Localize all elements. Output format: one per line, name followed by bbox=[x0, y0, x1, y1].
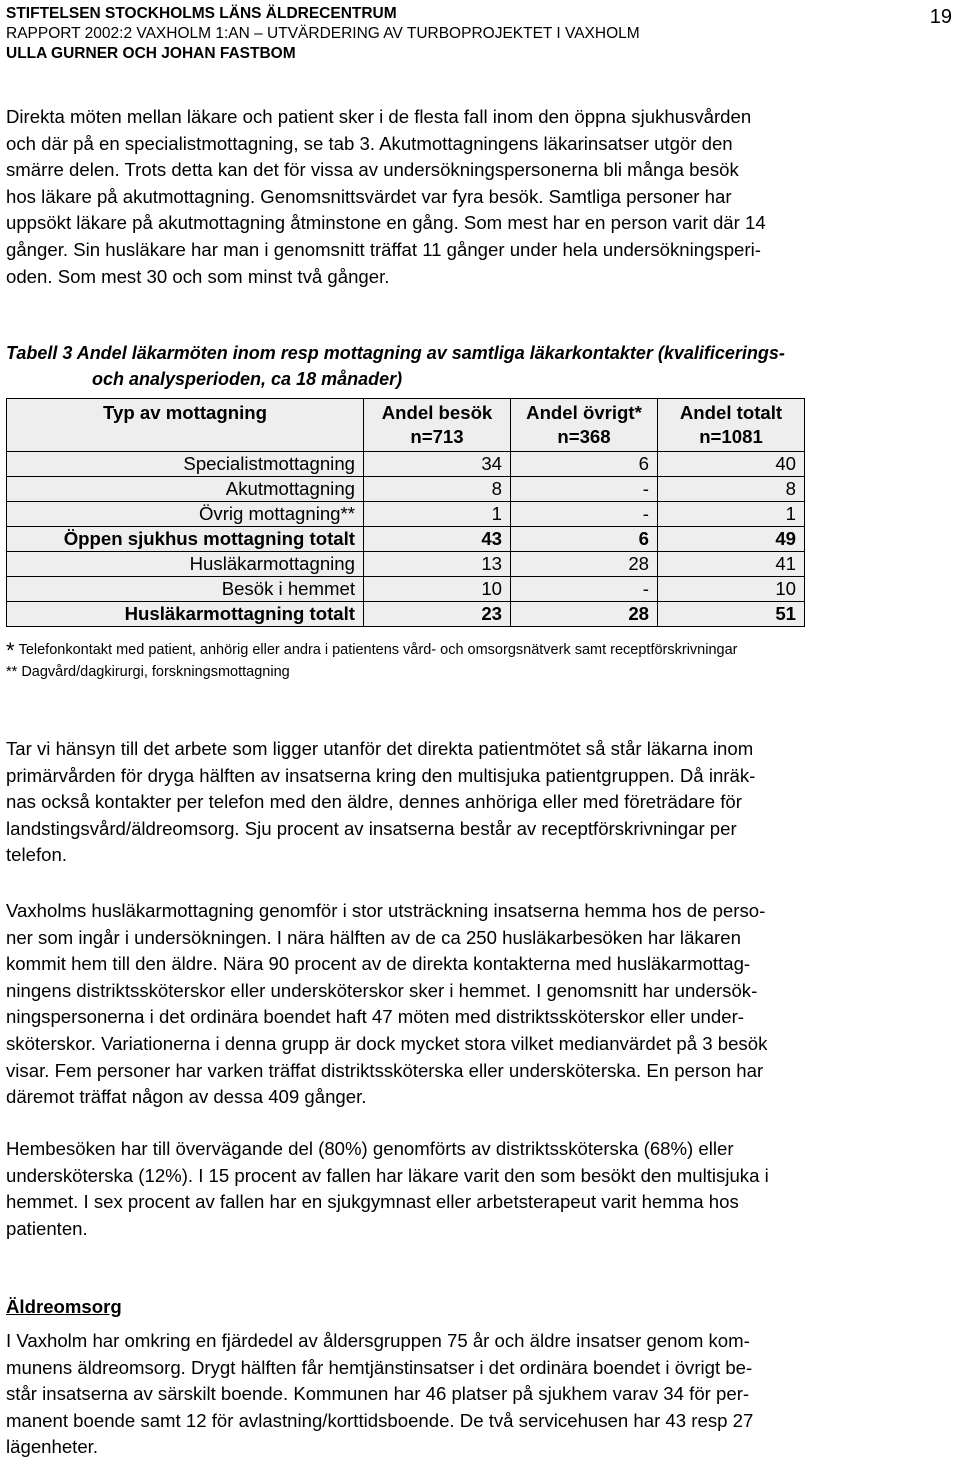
cell-besok: 1 bbox=[364, 502, 511, 527]
caption-line: Tabell 3 Andel läkarmöten inom resp mottagning av samtliga läkarkontakter (kvalificerings- bbox=[6, 343, 785, 363]
paragraph-2 bbox=[6, 736, 952, 869]
text-line: primärvården för dryga hälften av insatserna kring den multisjuka patientgruppen. Då inräk- bbox=[6, 764, 756, 786]
cell-totalt: 41 bbox=[658, 552, 805, 577]
text-line: I Vaxholm har omkring en fjärdedel av åldersgruppen 75 år och äldre insatser genom kom- bbox=[6, 1330, 750, 1351]
cell-ovrigt: 28 bbox=[511, 552, 658, 577]
row-label: Besök i hemmet bbox=[7, 577, 364, 602]
row-label: Husläkarmottagning totalt bbox=[7, 602, 364, 627]
table-row bbox=[7, 477, 805, 502]
cell-besok: 43 bbox=[364, 527, 511, 552]
text-line: hos läkare på akutmottagning. Genomsnittsvärdet var fyra besök. Samtliga personer har bbox=[6, 185, 732, 207]
cell-ovrigt: 6 bbox=[511, 527, 658, 552]
cell-besok: 13 bbox=[364, 552, 511, 577]
text-line: kommit hem till den äldre. Nära 90 procent av de direkta kontakterna med husläkarmottag- bbox=[6, 953, 751, 975]
page-header bbox=[6, 4, 954, 64]
text-line: Tar vi hänsyn till det arbete som ligger utanför det direkta patientmötet så står läkarna inom bbox=[6, 738, 754, 759]
paragraph-1 bbox=[6, 104, 952, 290]
data-table bbox=[6, 398, 805, 627]
text-line: uppsökt läkare på akutmottagning åtminstone en gång. Som mest har en person varit där 14 bbox=[6, 212, 766, 234]
header-authors: ULLA GURNER OCH JOHAN FASTBOM bbox=[6, 45, 296, 62]
text-line: däremot träffat någon av dessa 409 gånger. bbox=[6, 1086, 367, 1108]
cell-besok: 34 bbox=[364, 452, 511, 477]
cell-totalt: 49 bbox=[658, 527, 805, 552]
row-label: Husläkarmottagning bbox=[7, 552, 364, 577]
text-line: patienten. bbox=[6, 1217, 88, 1239]
cell-ovrigt: 6 bbox=[511, 452, 658, 477]
table-row bbox=[7, 552, 805, 577]
text-line: ner som ingår i undersökningen. I nära hälften av de ca 250 husläkarbesöken har läkaren bbox=[6, 926, 741, 948]
column-header-type: Typ av mottagning bbox=[7, 399, 364, 452]
text-line: landstingsvård/äldreomsorg. Sju procent av insatserna består av receptförskrivningar per bbox=[6, 817, 737, 839]
header-report-title: RAPPORT 2002:2 VAXHOLM 1:AN – UTVÄRDERING AV TURBOPROJEKTET I VAXHOLM bbox=[6, 25, 640, 42]
text-line: och där på en specialistmottagning, se tab 3. Akutmottagningens läkarinsatser utgör den bbox=[6, 132, 733, 154]
table-row bbox=[7, 577, 805, 602]
text-line: hemmet. I sex procent av fallen har en sjukgymnast eller arbetsterapeut varit hemma hos bbox=[6, 1191, 739, 1213]
table-header-row bbox=[7, 399, 805, 452]
table-row-total bbox=[7, 602, 805, 627]
cell-besok: 8 bbox=[364, 477, 511, 502]
footnote-2: ** Dagvård/dagkirurgi, forskningsmottagning bbox=[6, 664, 290, 680]
section-heading: Äldreomsorg bbox=[6, 1296, 122, 1317]
cell-ovrigt: - bbox=[511, 477, 658, 502]
text-line: manent boende samt 12 för avlastning/korttidsboende. De två servicehusen har 43 resp 27 bbox=[6, 1409, 754, 1431]
footnote-text: Telefonkontakt med patient, anhörig eller andra i patientens vård- och omsorgsnätverk samt receptförskrivningar bbox=[18, 642, 738, 658]
text-line: sköterskor. Variationerna i denna grupp är dock mycket stora vilket medianvärdet på 3 besök bbox=[6, 1032, 768, 1054]
table-row bbox=[7, 452, 805, 477]
text-line: står insatserna av särskilt boende. Kommunen har 46 platser på sjukhem varav 34 för per- bbox=[6, 1383, 750, 1405]
table-row-total bbox=[7, 527, 805, 552]
text-line: ningspersonerna i det ordinära boendet haft 47 möten med distriktssköterskor eller under- bbox=[6, 1006, 744, 1028]
text-line: Hembesöken har till övervägande del (80%) genomförts av distriktssköterska (68%) eller bbox=[6, 1138, 734, 1159]
text-line: Direkta möten mellan läkare och patient sker i de flesta fall inom den öppna sjukhusvården bbox=[6, 106, 752, 127]
cell-besok: 10 bbox=[364, 577, 511, 602]
cell-ovrigt: 28 bbox=[511, 602, 658, 627]
column-header-besok: Andel besök n=713 bbox=[364, 399, 511, 452]
cell-besok: 23 bbox=[364, 602, 511, 627]
header-organization: STIFTELSEN STOCKHOLMS LÄNS ÄLDRECENTRUM bbox=[6, 5, 397, 22]
table-caption bbox=[6, 340, 952, 392]
cell-ovrigt: - bbox=[511, 502, 658, 527]
column-header-ovrigt: Andel övrigt* n=368 bbox=[511, 399, 658, 452]
text-line: visar. Fem personer har varken träffat distriktssköterska eller undersköterska. En person har bbox=[6, 1059, 764, 1081]
text-line: ningens distriktssköterskor eller undersköterskor sker i hemmet. I genomsnitt har undersök- bbox=[6, 979, 758, 1001]
text-line: lägenheter. bbox=[6, 1436, 99, 1458]
cell-totalt: 40 bbox=[658, 452, 805, 477]
cell-totalt: 10 bbox=[658, 577, 805, 602]
cell-ovrigt: - bbox=[511, 577, 658, 602]
cell-totalt: 8 bbox=[658, 477, 805, 502]
text-line: smärre delen. Trots detta kan det för vissa av undersökningspersonerna bli många besök bbox=[6, 159, 739, 181]
text-line: nas också kontakter per telefon med den äldre, dennes anhöriga eller med företrädare för bbox=[6, 791, 742, 813]
text-line: munens äldreomsorg. Drygt hälften får hemtjänstinsatser i det ordinära boendet i övrigt be- bbox=[6, 1356, 753, 1378]
caption-line: och analysperioden, ca 18 månader) bbox=[92, 369, 403, 389]
column-header-totalt: Andel totalt n=1081 bbox=[658, 399, 805, 452]
row-label: Övrig mottagning** bbox=[7, 502, 364, 527]
row-label: Akutmottagning bbox=[7, 477, 364, 502]
text-line: undersköterska (12%). I 15 procent av fallen har läkare varit den som besökt den multisjuka i bbox=[6, 1164, 769, 1186]
text-line: gånger. Sin husläkare har man i genomsnitt träffat 11 gånger under hela undersökningsperi- bbox=[6, 238, 761, 260]
paragraph-3 bbox=[6, 898, 952, 1111]
footnote-1 bbox=[6, 640, 738, 661]
text-line: Vaxholms husläkarmottagning genomför i stor utsträckning insatserna hemma hos de perso- bbox=[6, 900, 766, 921]
row-label: Öppen sjukhus mottagning totalt bbox=[7, 527, 364, 552]
text-line: telefon. bbox=[6, 844, 67, 866]
footnote-marker: * bbox=[6, 638, 15, 663]
text-line: oden. Som mest 30 och som minst två gånger. bbox=[6, 265, 390, 287]
table-row bbox=[7, 502, 805, 527]
paragraph-5 bbox=[6, 1328, 952, 1461]
cell-totalt: 51 bbox=[658, 602, 805, 627]
page-number: 19 bbox=[929, 6, 952, 28]
row-label: Specialistmottagning bbox=[7, 452, 364, 477]
paragraph-4 bbox=[6, 1136, 952, 1242]
cell-totalt: 1 bbox=[658, 502, 805, 527]
